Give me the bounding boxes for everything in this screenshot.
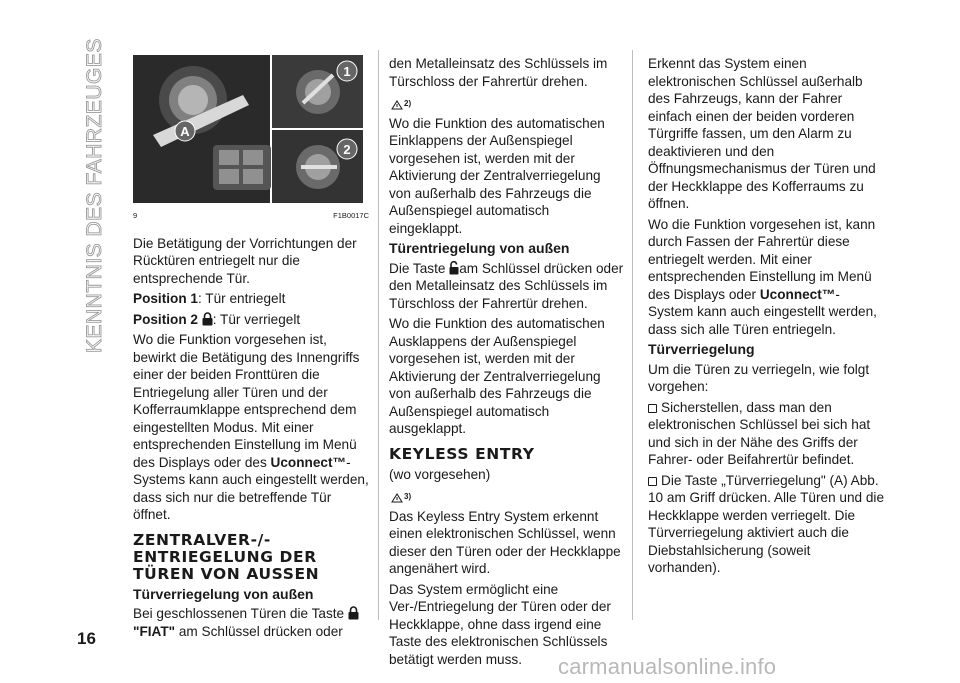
figure-code: F1B0017C <box>333 211 369 220</box>
text-run: -System kann auch eingestellt werden, dass sich alle Türen entriegeln. <box>648 286 877 337</box>
warning-ref <box>391 95 411 113</box>
uconnect-brand: Uconnect™ <box>270 454 347 470</box>
section-heading: KEYLESS ENTRY <box>389 444 535 463</box>
figure-number: 9 <box>133 211 138 220</box>
text-run: Wo die Funktion vorgesehen ist, kann durch Fassen der Fahrertür diese entriegelt werden. Mit einer entsprechenden Einstellung im Menü des Displays oder <box>648 216 876 302</box>
warning-hand-icon <box>391 99 404 110</box>
warning-number: 2) <box>404 99 412 108</box>
bullet-text: Die Taste „Türverriegelung" (A) Abb. 10 am Griff drücken. Alle Türen und die Heckklappe werden verriegelt. Die Türverriegelung aktiviert auch die Diebstahlsicherung (soweit vorhanden). <box>648 472 885 575</box>
bullet-text: Sicherstellen, dass man den elektronischen Schlüssel bei sich hat und sich in der Nähe des Griffs der Fahrer- oder Beifahrertür befindet. <box>648 399 871 467</box>
figure-door-lock <box>133 55 363 203</box>
column-3 <box>648 55 884 580</box>
text-run: Bei geschlossenen Türen die Taste <box>133 606 348 621</box>
subsection-heading: Türverriegelung von außen <box>133 585 314 602</box>
fiat-key-label: "FIAT" <box>133 623 176 639</box>
lock-icon <box>202 312 213 326</box>
paragraph: den Metalleinsatz des Schlüssels im Türschloss der Fahrertür drehen. <box>389 56 608 89</box>
position-1 <box>133 290 369 308</box>
callout-1: 1 <box>343 64 351 79</box>
lock-icon <box>348 606 359 620</box>
subsection-heading: Türentriegelung von außen <box>389 240 570 256</box>
text-run: Die Taste <box>389 260 450 276</box>
uconnect-brand: Uconnect™ <box>759 286 836 302</box>
column-2 <box>389 55 625 671</box>
paragraph: Das System ermöglicht eine Ver-/Entriegelung der Türen oder der Heckklappe, ohne dass irgend eine Taste des elektronischen Schlüssels betätigt werden muss. <box>389 581 611 667</box>
paragraph: Wo die Funktion des automatischen Ausklappens der Außenspiegel vorgesehen ist, werden mit der Aktivierung der Zentralverriegelung von außerhalb des Fahrzeugs die Außenspiegel automatisch ausgeklappt. <box>389 316 605 436</box>
warning-hand-icon <box>391 492 404 503</box>
section-heading: ZENTRALVER-/-ENTRIEGELUNG DER TÜREN VON AUSSEN <box>133 530 320 583</box>
bullet-item <box>648 399 884 469</box>
paragraph <box>133 331 369 524</box>
position-1-text: : Tür entriegelt <box>197 291 286 306</box>
text-run: Wo die Funktion vorgesehen ist, bewirkt die Betätigung des Innengriffs einer der beiden Fronttüren die Entriegelung aller Türen und der Kofferraumklappe entsprechend dem eingestellten Modus. Mit einer entsprechenden Einstellung im Menü des Displays oder des <box>133 332 360 470</box>
warning-number: 3) <box>404 492 412 501</box>
bullet-box-icon <box>648 477 657 486</box>
chapter-title-text: KENNTNIS DES FAHRZEUGES <box>83 38 106 353</box>
paragraph <box>389 260 625 313</box>
bullet-item <box>648 472 884 577</box>
position-2-label: Position 2 <box>133 311 198 327</box>
column-1 <box>133 55 369 643</box>
callout-a: A <box>180 124 190 139</box>
subsection-heading: Türverriegelung <box>648 341 755 357</box>
position-2-text: : Tür verriegelt <box>212 311 301 327</box>
text-run: am Schlüssel drücken oder den Metalleinsatz des Schlüssels im Türschloss der Fahrertür drehen. <box>389 260 624 311</box>
callout-2: 2 <box>343 142 351 157</box>
paragraph: Erkennt das System einen elektronischen Schlüssel außerhalb des Fahrzeugs, kann der Fahrer einfach einen der beiden vorderen Türgriffe fassen, um den Alarm zu deaktivieren und den Öffnungsmechanismus der Türen und der Heckklappe des Kofferraums zu öffnen. <box>648 56 876 211</box>
paragraph: Das Keyless Entry System erkennt einen elektronischen Schlüssel, wenn dieser den Türen oder der Heckklappe angenähert wird. <box>389 508 621 576</box>
warning-ref <box>391 488 411 506</box>
position-1-label: Position 1 <box>133 291 198 306</box>
text-run: am Schlüssel drücken oder <box>175 623 343 639</box>
position-2 <box>133 311 369 329</box>
figure-illustration <box>133 55 363 203</box>
paragraph: Um die Türen zu verriegeln, wie folgt vorgehen: <box>648 361 870 394</box>
paragraph: Wo die Funktion des automatischen Einklappens der Außenspiegel vorgesehen ist, werden mit der Aktivierung der Zentralverriegelung von außerhalb des Fahrzeugs die Außenspiegel automatisch eingeklappt. <box>389 115 605 236</box>
column-divider <box>632 50 633 620</box>
page-number: 16 <box>77 629 96 648</box>
paragraph <box>133 605 369 640</box>
paragraph: Die Betätigung der Vorrichtungen der Rücktüren entriegelt nur die entsprechende Tür. <box>133 235 357 286</box>
paragraph <box>648 216 884 339</box>
text-run: -Systems kann auch eingestellt werden, dass sich nur die betreffende Tür öffnet. <box>133 454 369 522</box>
paragraph: (wo vorgesehen) <box>389 466 491 482</box>
watermark: carmanualsonline.info <box>558 654 777 679</box>
bullet-box-icon <box>648 404 657 413</box>
chapter-side-title <box>78 35 108 355</box>
column-divider <box>378 50 379 620</box>
figure-caption <box>133 207 369 225</box>
unlock-icon <box>449 261 459 275</box>
